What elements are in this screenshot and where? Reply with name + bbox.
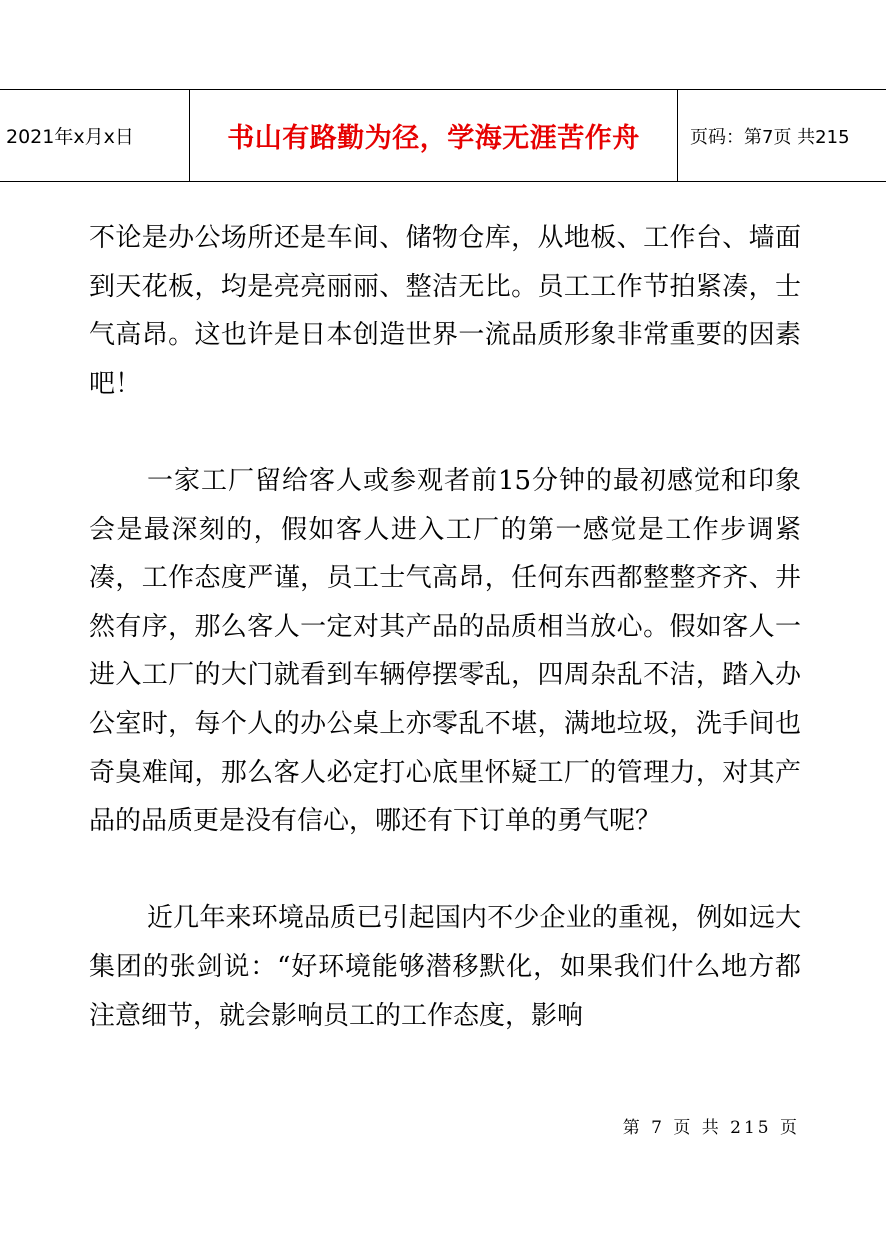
paragraph-2: 一家工厂留给客人或参观者前15分钟的最初感觉和印象会是最深刻的，假如客人进入工厂的第一感觉是工作步调紧凑，工作态度严谨，员工士气高昂，任何东西都整整齐齐、井然有序，那么客人一定对其产品的品质相当放心。假如客人一进入工厂的大门就看到车辆停摆零乱，四周杂乱不洁，踏入办公室时，每个人的办公桌上亦零乱不堪，满地垃圾，洗手间也奇臭难闻，那么客人必定打心底里怀疑工厂的管理力，对其产品的品质更是没有信心，哪还有下订单的勇气呢？ bbox=[89, 465, 801, 837]
header-motto: 书山有路勤为径，学海无涯苦作舟 bbox=[190, 90, 678, 181]
page-header bbox=[0, 89, 886, 182]
paragraph-3: 近几年来环境品质已引起国内不少企业的重视，例如远大集团的张剑说：“好环境能够潜移默化，如果我们什么地方都注意细节，就会影响员工的工作态度，影响 bbox=[89, 903, 801, 1031]
header-date: 2021年x月x日 bbox=[0, 90, 190, 181]
document-body bbox=[89, 214, 801, 1040]
paragraph-1: 不论是办公场所还是车间、储物仓库，从地板、工作台、墙面到天花板，均是亮亮丽丽、整洁无比。员工工作节拍紧凑，士气高昂。这也许是日本创造世界一流品质形象非常重要的因素吧！ bbox=[89, 223, 801, 399]
page-footer: 第 7 页 共 215 页 bbox=[622, 1118, 800, 1138]
paragraph-spacer bbox=[89, 408, 801, 457]
paragraph-spacer bbox=[89, 846, 801, 895]
header-page-info: 页码：第7页 共215 bbox=[690, 126, 850, 148]
